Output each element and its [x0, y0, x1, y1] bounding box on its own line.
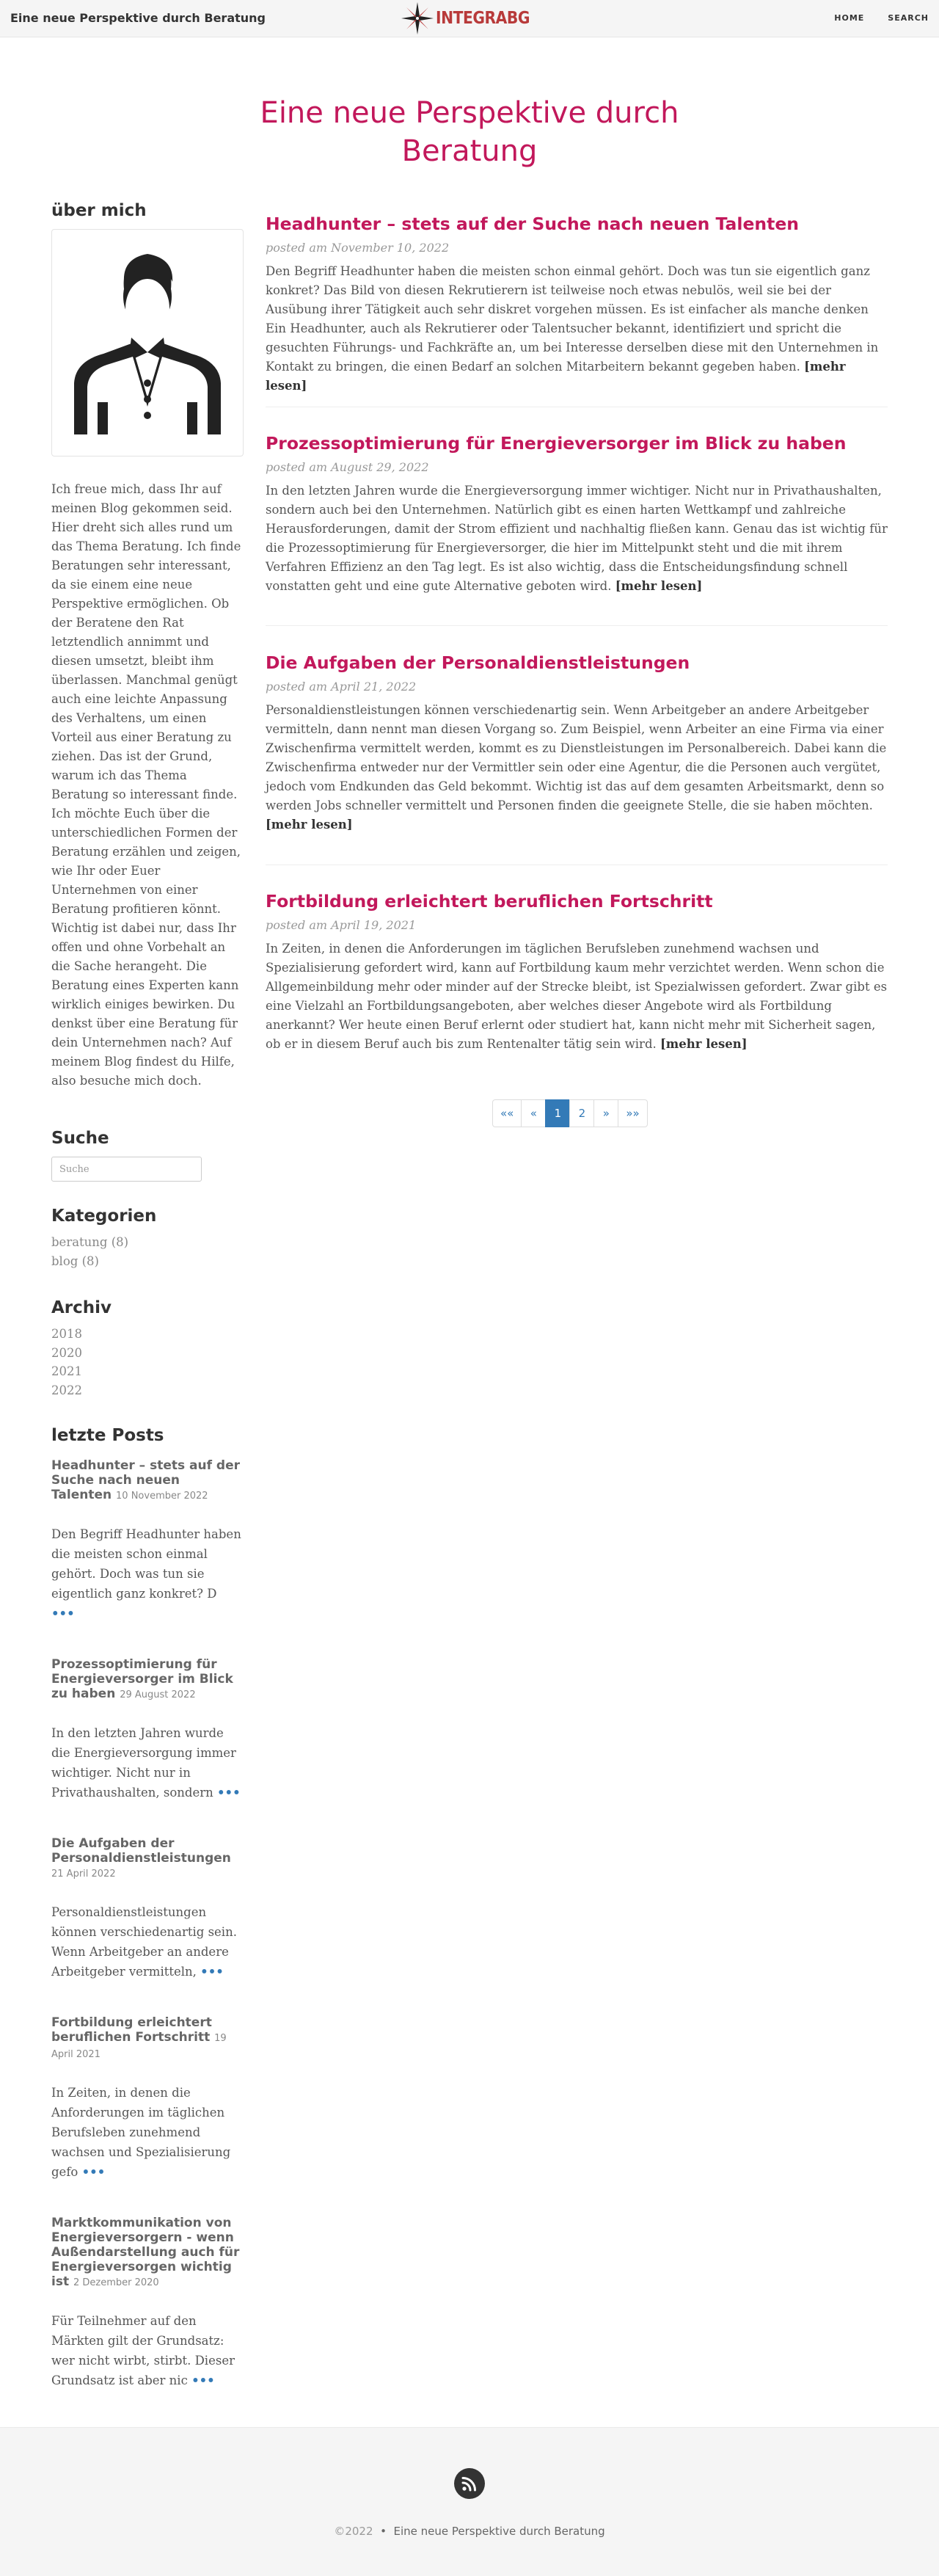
avatar: [51, 229, 244, 456]
compass-star-icon: [401, 1, 434, 35]
recent-post-title-link[interactable]: Headhunter – stets auf der Suche nach neuen Talenten: [51, 1458, 240, 1502]
post-title-link[interactable]: Fortbildung erleichtert beruflichen Fortschritt: [266, 891, 713, 912]
post-title-link[interactable]: Headhunter – stets auf der Suche nach neuen Talenten: [266, 214, 800, 234]
pagination-first[interactable]: ««: [492, 1099, 522, 1127]
recent-post-date: 29 August 2022: [120, 1689, 196, 1700]
logo-text: INTEGRABG: [436, 9, 530, 28]
footer: [0, 2427, 939, 2576]
post-date: posted am November 10, 2022: [266, 241, 450, 255]
footer-copyright: [0, 2525, 939, 2538]
post-date: posted am August 29, 2022: [266, 460, 429, 474]
nav-search-link[interactable]: SEARCH: [888, 13, 929, 23]
nav-links: [834, 13, 929, 23]
about-heading: über mich: [51, 201, 147, 220]
post-divider: [266, 625, 888, 626]
read-more-link[interactable]: [mehr lesen]: [660, 1037, 748, 1051]
recent-post: [51, 2216, 244, 2390]
pagination-page-2[interactable]: 2: [569, 1099, 594, 1127]
read-more-link[interactable]: [mehr lesen]: [266, 818, 353, 832]
recent-post-title-link[interactable]: Prozessoptimierung für Energieversorger im Blick zu haben: [51, 1657, 233, 1701]
read-more-link[interactable]: [mehr lesen]: [615, 579, 703, 593]
recent-post-date: 10 November 2022: [116, 1491, 208, 1502]
search-input[interactable]: [51, 1157, 202, 1182]
recent-post-excerpt: Für Teilnehmer auf den Märkten gilt der Grundsatz: wer nicht wirbt, stirbt. Dieser Grundsatz ist aber nic: [51, 2314, 235, 2387]
copyright: ©2022: [334, 2525, 373, 2538]
page-title: [0, 94, 939, 170]
footer-separator: •: [380, 2525, 387, 2538]
recent-post-excerpt: Personaldienstleistungen können verschiedenartig sein. Wenn Arbeitgeber an andere Arbeitgeber vermitteln,: [51, 1905, 237, 1979]
read-more-dots[interactable]: •••: [81, 2165, 106, 2179]
recent-post-title-link[interactable]: Fortbildung erleichtert beruflichen Fortschritt: [51, 2015, 212, 2045]
pagination: [493, 1099, 648, 1127]
pagination-prev[interactable]: «: [521, 1099, 546, 1127]
archive-link[interactable]: 2018: [51, 1327, 82, 1341]
about-text: Ich freue mich, dass Ihr auf meinen Blog gekommen seid. Hier dreht sich alles rund um das Thema Beratung. Ich finde Beratungen sehr interessant, da sie einem eine neue Perspektive ermöglichen. Ob der Beratene den Rat letztendlich annimmt und diesen umsetzt, bleibt ihm überlassen. Manchmal genügt auch eine leichte Anpassung des Verhaltens, um einen Vorteil aus einer Beratung zu ziehen. Das ist der Grund, warum ich das Thema Beratung so interessant finde. Ich möchte Euch über die unterschiedlichen Formen der Beratung erzählen und zeigen, wie Ihr oder Euer Unternehmen von einer Beratung profitieren könnt. Wichtig ist dabei nur, dass Ihr offen und ohne Vorbehalt an die Sache herangeht. Die Beratung eines Experten kann wirklich einiges bewirken. Du denkst über eine Beratung für dein Unternehmen nach? Auf meinem Blog findest du Hilfe, also besuche mich doch.: [51, 482, 241, 1088]
search-heading: Suche: [51, 1129, 109, 1148]
post-entry: [266, 432, 888, 596]
recent-post-excerpt: In Zeiten, in denen die Anforderungen im täglichen Berufsleben zunehmend wachsen und Spezialisierung gefo: [51, 2086, 231, 2179]
post-entry: [266, 890, 888, 1054]
read-more-dots[interactable]: •••: [191, 2373, 215, 2387]
footer-site-link[interactable]: Eine neue Perspektive durch Beratung: [393, 2525, 605, 2538]
pagination-next[interactable]: »: [593, 1099, 618, 1127]
pagination-page-1[interactable]: 1: [545, 1099, 570, 1127]
archive-list: [51, 1325, 244, 1400]
post-entry: [266, 652, 888, 834]
post-excerpt: In Zeiten, in denen die Anforderungen im täglichen Berufsleben zunehmend wachsen und Spezialisierung gefordert wird, kann auf Fortbildung kaum mehr verzichtet werden. Wenn schon die Allgemeinbildung mehr oder minder auf der Strecke bleibt, ist Spezialwissen gefordert. Zwar gibt es eine Vielzahl an Fortbildungsangeboten, aber welches dieser Angebote wird als Fortbildung anerkannt? Wer heute einen Beruf erlernt oder studiert hat, kann nicht mehr mit Sicherheit sagen, ob er in diesem Beruf auch bis zum Rentenalter tätig sein wird.: [266, 942, 888, 1051]
page-title-line-1: Eine neue Perspektive durch: [260, 96, 679, 130]
category-link[interactable]: beratung (8): [51, 1235, 129, 1249]
recent-posts-heading: letzte Posts: [51, 1426, 164, 1445]
post-title-link[interactable]: Die Aufgaben der Personaldienstleistungen: [266, 652, 690, 673]
recent-post-date: 21 April 2022: [51, 1869, 116, 1880]
post-title-link[interactable]: Prozessoptimierung für Energieversorger im Blick zu haben: [266, 433, 847, 454]
recent-post-excerpt: In den letzten Jahren wurde die Energieversorgung immer wichtiger. Nicht nur in Privathaushalten, sondern: [51, 1726, 236, 1800]
recent-post-date: 19 April 2021: [51, 2033, 227, 2060]
recent-post: [51, 1458, 244, 1623]
post-excerpt: In den letzten Jahren wurde die Energieversorgung immer wichtiger. Nicht nur in Privathaushalten, sondern auch bei den Unternehmen. Natürlich gibt es einen harten Wettkampf und zahlreiche Herausforderungen, damit der Strom effizient und nachhaltig fließen kann. Genau das ist wichtig für die Prozessoptimierung für Energieversorger, die hier im Mittelpunkt steht und die mit ihrem Verfahren Effizienz an den Tag legt. Es ist also wichtig, dass die Entscheidungsfindung schnell vonstatten geht und eine gute Alternative geboten wird.: [266, 484, 888, 593]
recent-post: [51, 1836, 244, 1982]
archive-link[interactable]: 2020: [51, 1345, 82, 1360]
category-link[interactable]: blog (8): [51, 1254, 99, 1268]
recent-post: [51, 2015, 244, 2182]
categories-list: [51, 1233, 244, 1270]
read-more-link[interactable]: [mehr lesen]: [266, 360, 846, 393]
post-entry: [266, 213, 888, 396]
archive-link[interactable]: 2021: [51, 1364, 82, 1378]
recent-post: [51, 1657, 244, 1802]
read-more-dots[interactable]: •••: [51, 1607, 75, 1620]
site-brand-link[interactable]: Eine neue Perspektive durch Beratung: [10, 11, 266, 25]
navbar: [0, 0, 939, 37]
recent-post-title-link[interactable]: Die Aufgaben der Personaldienstleistungen: [51, 1836, 231, 1866]
categories-heading: Kategorien: [51, 1207, 157, 1226]
post-date: posted am April 19, 2021: [266, 918, 417, 932]
sidebar: [51, 201, 244, 2390]
recent-post-title-link[interactable]: Marktkommunikation von Energieversorgern - wenn Außendarstellung auch für Energieversorgen wichtig ist: [51, 2216, 240, 2289]
post-excerpt: Personaldienstleistungen können verschiedenartig sein. Wenn Arbeitgeber an andere Arbeitgeber vermitteln, dann nennt man diesen Vorgang so. Zum Beispiel, wenn Arbeiter an eine Firma via einer Zwischenfirma vermittelt werden, kommt es zu Dienstleistungen im Personalbereich. Dabei kann die Zwischenfirma entweder nur der Vermittler sein oder eine Agentur, die die Personen auch vergütet, jedoch vom Endkunden das Geld bekommt. Wichtig ist das auf dem gesamten Arbeitsmarkt, denn so werden Jobs schneller vermittelt und Personen finden die geeignete Stelle, die sie haben möchten.: [266, 703, 887, 812]
nav-home-link[interactable]: HOME: [834, 13, 865, 23]
read-more-dots[interactable]: •••: [200, 1965, 224, 1979]
rss-icon[interactable]: [454, 2468, 485, 2499]
page-title-line-2: Beratung: [401, 134, 538, 168]
recent-post-excerpt: Den Begriff Headhunter haben die meisten schon einmal gehört. Doch was tun sie eigentlich ganz konkret? D: [51, 1527, 241, 1601]
recent-post-date: 2 Dezember 2020: [73, 2277, 159, 2288]
pagination-last[interactable]: »»: [618, 1099, 647, 1127]
archive-heading: Archiv: [51, 1298, 112, 1317]
post-date: posted am April 21, 2022: [266, 680, 417, 694]
post-excerpt: Den Begriff Headhunter haben die meisten schon einmal gehört. Doch was tun sie eigentlich ganz konkret? Das Bild von diesen Rekrutierern ist teilweise noch etwas nebulös, weil sie bei der Ausübung ihrer Tätigkeit auch sehr diskret vorgehen müssen. Es ist einfacher als manche denken Ein Headhunter, auch als Rekrutierer oder Talentsucher bekannt, identifiziert und spricht die gesuchten Führungs- und Fachkräfte an, um bei Interesse derselben diese mit den Unternehmen in Kontakt zu bringen, die einen Bedarf an solchen Mitarbeitern bekannt gegeben haben.: [266, 264, 879, 374]
site-logo[interactable]: [401, 1, 543, 35]
person-avatar-icon: [59, 236, 235, 449]
rss-glyph: [461, 2475, 478, 2492]
read-more-dots[interactable]: •••: [217, 1786, 241, 1800]
archive-link[interactable]: 2022: [51, 1383, 82, 1397]
